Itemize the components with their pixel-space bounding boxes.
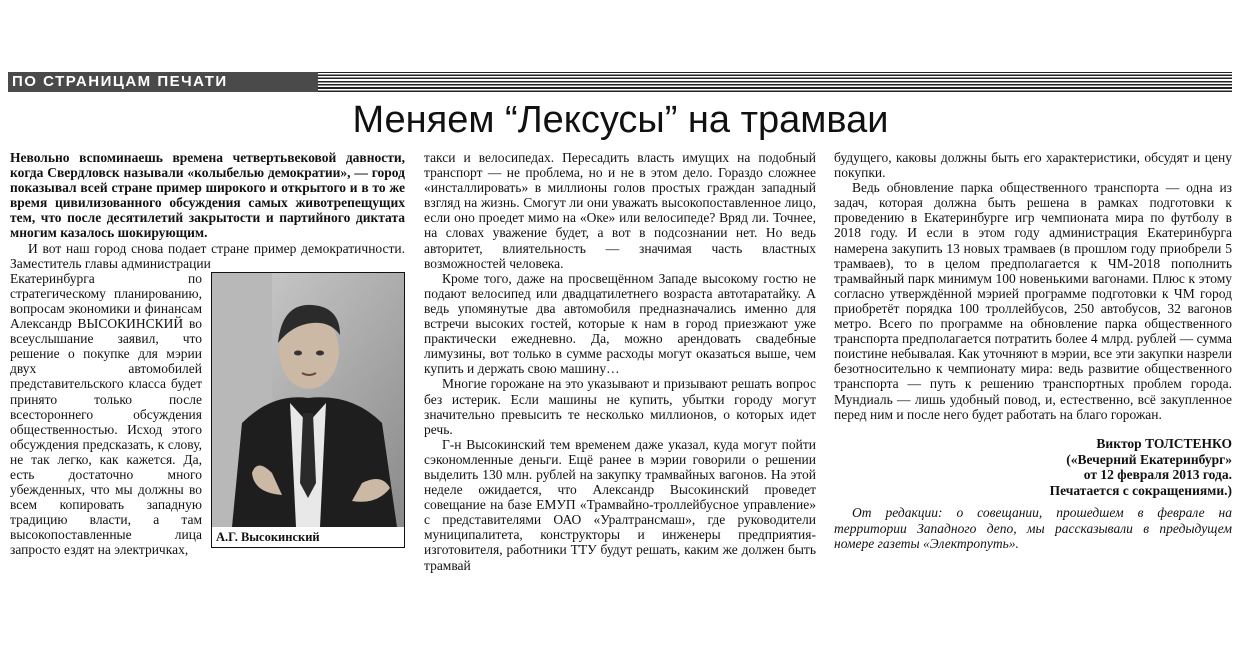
reprint-note: Печатается с сокращениями.)	[1049, 482, 1232, 498]
author-name: Виктор ТОЛСТЕНКО	[1096, 436, 1232, 451]
paragraph: Г-н Высокинский тем временем даже указал, куда могут пойти сэкономленные деньги. Ещё ранее в мэрии говорили о решении выделить 130 млн. рублей на закупку трамвайных вагонов. На этой неделе ожидается, что Александр Высокинский проведет совещание на базе ЕМУП «Трамвайно-троллейбусное управление» с представителями ОАО «Уралтрансмаш», где руководители муниципалитета, конструкторы и инженеры предприятия-изготовителя, работники ТТУ будут решать, каким же должен быть трамвай	[424, 436, 816, 573]
editorial-text: От редакции: о совещании, прошедшем в феврале на территории Западного депо, мы рассказывали в предыдущем номере газеты «Электропуть».	[834, 505, 1232, 551]
article-column-3	[834, 150, 1232, 422]
portrait-image	[212, 273, 404, 527]
source-name: («Вечерний Екатеринбург»	[1066, 451, 1232, 467]
rubric-label: ПО СТРАНИЦАМ ПЕЧАТИ	[8, 72, 318, 92]
byline	[960, 436, 1232, 498]
article-column-2	[424, 150, 816, 573]
paragraph: И вот наш город снова подает стране пример демократичности. Заместитель главы администрации	[10, 240, 405, 271]
paragraph: такси и велосипедах. Пересадить власть имущих на подобный транспорт — не проблема, но и не в этом дело. Гораздо сложнее «инсталлировать» в миллионы голов простых граждан западный взгляд на жизнь. Смогут ли они уважать высокопоставленное лицо, если оно проедет мимо на «Оке» или велосипеде? Вряд ли. Точнее, на словах уважение будет, а вот в подсознании нет. Но ведь авторитет, влиятельность — значимая часть властных возможностей человека.	[424, 150, 816, 271]
photo-caption: А.Г. Высокинский	[212, 527, 404, 547]
paragraph: Ведь обновление парка общественного транспорта — одна из задач, которая должна быть решена в рамках подготовки к проведению в Екатеринбурге игр чемпионата мира по футболу в 2018 году. И если в этом году администрация Екатеринбурга намерена закупить 13 новых трамваев (в прошлом году приобрели 5 трамваев), то в целом предполагается к ЧМ-2018 пополнить трамвайный парк минимум 100 новенькими вагонами. Плюс к этому согласно утверждённой мэрией программе подготовки к ЧМ город приобретёт порядка 100 троллейбусов, 250 автобусов, 32 вагонов метро. Всего по программе на обновление парка общественного транспорта предполагается потратить более 4 млрд. рублей — сумма поистине небывалая. Как уточняют в мэрии, все эти закупки назрели безотносительно к чемпионату мира: ведь развитие общественного транспорта — путь к решению транспортных проблем города. Мундиаль — лишь удобный повод, и, естественно, всё закупленное перед ним и после него будет работать на благо горожан.	[834, 180, 1232, 422]
paragraph: будущего, каковы должны быть его характеристики, обсудят и цену покупки.	[834, 150, 1232, 181]
lead-paragraph: Невольно вспоминаешь времена четвертьвековой давности, когда Свердловск называли «колыбелью демократии», — город показывал всей стране пример широкого и открытого и в то же время цивилизованного обсуждения самых животрепещущих тем, что после десятилетий закрытости и партийного диктата многим казалось шокирующим.	[10, 150, 405, 241]
headline: Меняем “Лексусы” на трамваи	[352, 99, 889, 141]
portrait-photo	[211, 272, 405, 548]
paragraph: Кроме того, даже на просвещённом Западе высокому гостю не подают велосипед или двадцатилетнего возраста автотаратайку. А ведь упомянутые два автомобиля предназначались именно для встречи высоких гостей, которые к нам в город приезжают уже практически ежедневно. Да, можно арендовать свадебные лимузины, вот только в сумме расходы могут оказаться выше, чем купить и держать свою машину…	[424, 270, 816, 377]
source-date: от 12 февраля 2013 года.	[1083, 467, 1232, 482]
paragraph-wrap-photo: Екатеринбурга по стратегическому планированию, вопросам экономики и финансам Александр ВЫСОКИНСКИЙ во всеуслышание заявил, что решение о покупке для мэрии двух автомобилей представительского класса будет принято только после всестороннего обсуждения общественностью. Исход этого обсуждения предсказать, к слову, не так легко, как кажется. Да, есть достаточно много убежденных, что мы должны во всем копировать западную традицию власти, а там высокопоставленные лица запросто ездят на электричках,	[10, 270, 202, 558]
editorial-note	[834, 505, 1232, 552]
paragraph: Многие горожане на это указывают и призывают решать вопрос без истерик. Если машины не купить, убытки городу могут значительно превысить те несколько миллионов, о которых идет речь.	[424, 376, 816, 437]
